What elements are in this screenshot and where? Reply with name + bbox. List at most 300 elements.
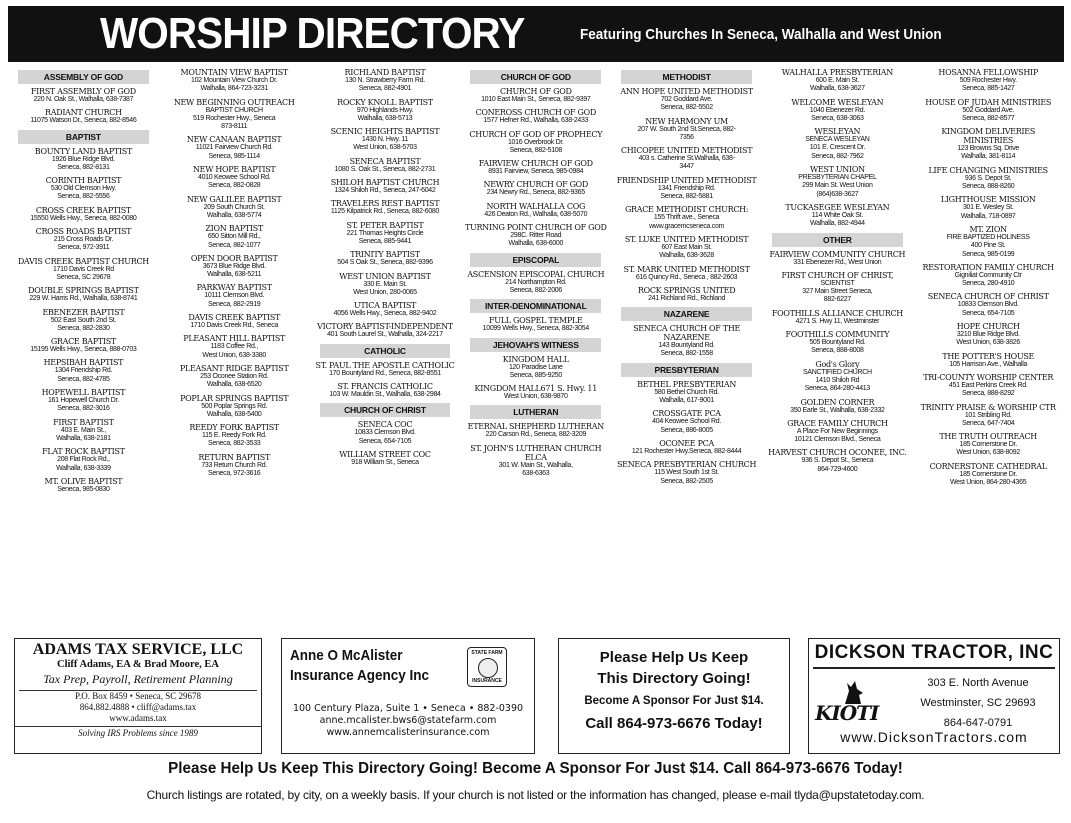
church-detail: Seneca, 882-4901 <box>358 85 412 93</box>
denomination-header: CATHOLIC <box>320 344 451 358</box>
church-detail: 330 E. Main St. <box>363 280 407 288</box>
church-detail: 101 E. Crescent Dr. <box>809 144 866 152</box>
church-detail: Seneca, 985-0830 <box>57 485 110 493</box>
church-name: NEW BEGINNING OUTREACH <box>173 97 295 107</box>
church-name: OPEN DOOR BAPTIST <box>190 253 278 263</box>
church-name: PLEASANT HILL BAPTIST <box>183 334 286 344</box>
church-entry <box>464 444 607 479</box>
church-entry <box>163 135 306 161</box>
church-entry <box>12 337 155 354</box>
church-detail: Seneca, 882-5108 <box>509 146 562 154</box>
church-detail: Seneca, 864-280-4413 <box>804 385 870 393</box>
church-entry <box>917 322 1060 348</box>
church-detail: 504 S Oak St., Seneca, 882-9396 <box>337 259 433 267</box>
listing-column <box>8 68 159 628</box>
church-detail: 207 W. South 2nd St.Seneca, 882- <box>637 125 736 133</box>
church-name: ASCENSION EPISCOPAL CHURCH <box>467 269 605 279</box>
church-detail: 103 W. Mauldin St., Walhalla, 638-2984 <box>329 391 441 399</box>
church-name: NEW HOPE BAPTIST <box>192 165 276 175</box>
church-name: SENECA PRESBYTERIAN CHURCH <box>616 460 757 470</box>
church-entry <box>766 203 909 229</box>
denomination-header: CHURCH OF CHRIST <box>320 403 451 417</box>
church-detail: Seneca, 882-1077 <box>207 241 261 249</box>
church-detail: Walhalla, 638-5211 <box>207 271 262 279</box>
church-detail: Walhalla, 864-723-3231 <box>200 85 268 93</box>
church-name: BETHEL PRESBYTERIAN <box>637 379 737 389</box>
church-detail: 102 Mountain View Church Dr. <box>190 77 278 84</box>
church-detail: 185 Cornerstone Dr. <box>959 441 1017 449</box>
church-detail: Seneca, 886-8005 <box>660 426 713 434</box>
church-entry <box>464 159 607 176</box>
church-detail: Seneca, 885-9250 <box>509 371 562 379</box>
church-detail: 10833 Clemson Blvd. <box>957 301 1019 309</box>
church-detail: Seneca, 882-1558 <box>660 350 713 358</box>
church-detail: 3673 Blue Ridge Blvd. <box>202 262 266 270</box>
church-name: DAVIS CREEK BAPTIST CHURCH <box>17 256 149 266</box>
church-name: CHICOPEE UNITED METHODIST <box>620 146 753 156</box>
church-detail: 936 S. Depot St. <box>964 174 1012 182</box>
church-name: LIGHTHOUSE MISSION <box>940 195 1036 205</box>
church-detail: West Union, 638-5703 <box>353 144 417 152</box>
church-detail: Walhalla, 882-4944 <box>810 220 865 228</box>
help-line-3: Become A Sponsor For Just $14. <box>584 695 764 707</box>
church-entry <box>464 130 607 156</box>
church-detail: Seneca, 882-2505 <box>660 477 713 485</box>
church-detail: Seneca, 654-7105 <box>961 309 1015 317</box>
church-name: WEST UNION <box>809 165 865 175</box>
church-detail: 519 Rochester Hwy., Seneca <box>193 114 276 122</box>
church-detail: 120 Paradise Lane <box>508 363 563 371</box>
sponsor-help-ad <box>558 638 790 754</box>
church-detail: Seneca, 888-8292 <box>961 390 1015 398</box>
church-entry <box>766 448 909 474</box>
church-name: UTICA BAPTIST <box>353 301 417 311</box>
church-entry <box>917 166 1060 192</box>
church-detail: 298C. Ritter Road <box>510 232 562 240</box>
church-entry <box>12 227 155 253</box>
church-name: FOOTHILLS ALLIANCE CHURCH <box>771 308 903 318</box>
church-detail: 970 Highlands Hwy. <box>356 106 414 114</box>
church-entry <box>615 117 758 143</box>
church-entry <box>766 165 909 199</box>
church-detail: Seneca, 647-7404 <box>961 419 1015 427</box>
church-entry <box>163 334 306 360</box>
church-detail: Seneca, 882-3016 <box>57 405 110 413</box>
church-detail: Seneca, 885-9441 <box>358 237 412 245</box>
church-entry <box>917 352 1060 369</box>
church-detail: 130 N. Strawberry Farm Rd. <box>345 77 425 84</box>
church-entry <box>917 68 1060 94</box>
church-entry <box>917 127 1060 162</box>
church-detail: 600 E. Main St. <box>815 77 860 84</box>
church-entry <box>917 225 1060 259</box>
church-detail: Seneca, 882-2006 <box>509 286 562 294</box>
church-detail: 400 Pine St. <box>970 242 1006 250</box>
mcalister-address: 100 Century Plaza, Suite 1 • Seneca • 882-0390 <box>292 703 524 714</box>
listing-column <box>310 68 461 628</box>
church-detail: 115 West South 1st St. <box>654 469 719 477</box>
church-entry <box>917 263 1060 289</box>
church-entry <box>615 146 758 172</box>
church-entry <box>464 355 607 381</box>
listing-column <box>159 68 310 628</box>
church-name: OCONEE PCA <box>659 438 714 448</box>
church-detail: Walhalla, 638-3627 <box>810 85 865 93</box>
dickson-street: 303 E. North Avenue <box>927 677 1029 689</box>
church-entry <box>314 322 457 339</box>
church-detail: 638-6363 <box>522 470 550 478</box>
church-detail: SANCTIFIED CHURCH <box>802 368 872 376</box>
page-subtitle: Featuring Churches In Seneca, Walhalla and West Union <box>580 26 942 43</box>
church-name: TRINITY BAPTIST <box>350 250 420 260</box>
church-name: WEST UNION BAPTIST <box>339 271 431 281</box>
church-detail: 301 W. Main St., Walhalla, <box>498 461 573 469</box>
church-detail: Seneca, 882-2919 <box>207 300 261 308</box>
dickson-city: Westminster, SC 29693 <box>920 697 1036 709</box>
church-name: NEW HARMONY UM <box>645 116 728 126</box>
church-name: ST. PETER BAPTIST <box>346 220 424 230</box>
church-detail: 8931 Fairview, Seneca, 985-0984 <box>488 168 584 176</box>
church-name: CHURCH OF GOD OF PROPHECY <box>469 129 603 139</box>
church-detail: 1040 Ebenezer Rd. <box>809 106 865 114</box>
help-line-1: Please Help Us Keep <box>599 649 749 666</box>
church-detail: 170 Bountyland Rd., Seneca, 882-8551 <box>329 369 441 377</box>
church-detail: Seneca, 882-0828 <box>207 182 261 190</box>
church-entry <box>615 286 758 303</box>
church-detail: 403 E. Main St., <box>60 426 106 434</box>
church-entry <box>314 178 457 195</box>
church-entry <box>163 224 306 250</box>
church-detail: 936 S. Depot St., Seneca <box>801 457 874 465</box>
denomination-header: CHURCH OF GOD <box>470 70 601 84</box>
church-detail: Seneca, 882-8577 <box>961 114 1015 122</box>
church-name: GRACE FAMILY CHURCH <box>787 418 888 428</box>
church-detail: 114 White Oak St. <box>811 211 863 219</box>
church-entry <box>766 360 909 394</box>
church-detail: 918 William St., Seneca <box>351 458 419 466</box>
church-name: RETURN BAPTIST <box>198 452 271 462</box>
church-detail: 3210 Blue Ridge Blvd. <box>956 331 1020 339</box>
dickson-address <box>899 673 1057 733</box>
church-name: FIRST CHURCH OF CHRIST, <box>781 270 894 280</box>
church-name: SENECA CHURCH OF CHRIST <box>927 292 1049 302</box>
church-entry <box>917 403 1060 429</box>
church-entry <box>163 254 306 280</box>
church-detail: West Union, 638-3826 <box>956 339 1020 347</box>
church-detail: 1183 Coffee Rd., <box>210 343 258 351</box>
dickson-tractor-ad <box>808 638 1060 754</box>
church-detail: 155 Thrift ave., Seneca <box>653 214 720 222</box>
church-detail: Seneca, 638-3063 <box>811 114 864 122</box>
state-farm-logo-icon <box>467 647 507 687</box>
church-detail: 1926 Blue Ridge Blvd. <box>51 155 115 163</box>
church-detail: 509 Rochester Hwy. <box>959 77 1017 84</box>
church-name: NORTH WALHALLA COG <box>486 201 586 211</box>
church-detail: 229 W. Harris Rd., Walhalla, 638-8741 <box>29 295 138 303</box>
church-detail: 143 Bountyland Rd. <box>658 342 715 350</box>
church-name: HOUSE OF JUDAH MINISTRIES <box>925 97 1052 107</box>
church-entry <box>314 382 457 399</box>
church-name: KINGDOM DELIVERIES MINISTRIES <box>941 127 1036 146</box>
church-detail: 451 East Perkins Creek Rd. <box>948 381 1028 389</box>
church-detail: 15195 Wells Hwy., Seneca, 888-0703 <box>30 346 137 354</box>
church-detail: Walhalla, 617-9001 <box>659 397 714 405</box>
church-detail: 505 Bountyland Rd. <box>809 339 866 347</box>
church-name: FAIRVIEW COMMUNITY CHURCH <box>769 249 906 259</box>
church-name: RESTORATION FAMILY CHURCH <box>922 262 1054 272</box>
church-detail: 426 Deaton Rd., Walhalla, 638-5070 <box>484 210 588 218</box>
church-entry <box>766 127 909 161</box>
church-detail: 208 Flat Rock Rd., <box>57 456 110 464</box>
adams-contact-3: www.adams.tax <box>109 713 167 723</box>
denomination-header: EPISCOPAL <box>470 253 601 267</box>
adams-name: ADAMS TAX SERVICE, LLC <box>32 641 244 658</box>
adams-tagline: Tax Prep, Payroll, Retirement Planning <box>43 672 233 686</box>
church-entry <box>314 250 457 267</box>
church-entry <box>464 270 607 296</box>
church-entry <box>12 206 155 223</box>
church-name: FRIENDSHIP UNITED METHODIST <box>616 175 757 185</box>
adams-people: Cliff Adams, EA & Brad Moore, EA <box>57 659 219 670</box>
listing-column <box>762 68 913 628</box>
adams-contact-2: 864.882.4888 • cliff@adams.tax <box>79 702 197 712</box>
church-detail: FIRE BAPTIZED HOLINESS <box>946 233 1030 241</box>
adams-contact-1: P.O. Box 8459 • Seneca, SC 29678 <box>75 691 201 701</box>
dickson-divider <box>813 667 1055 669</box>
logo-bottom-text: INSURANCE <box>472 678 502 684</box>
mcalister-email: anne.mcalister.bws6@statefarm.com <box>319 715 497 726</box>
church-entry <box>12 147 155 173</box>
church-entry <box>314 199 457 216</box>
church-detail: 10111 Clemson Blvd. <box>204 292 265 300</box>
church-name: FIRST ASSEMBLY OF GOD <box>30 87 136 96</box>
church-entry <box>314 450 457 467</box>
church-detail: 350 Earle St., Walhalla, 638-2332 <box>790 406 885 414</box>
church-name: ST. JOHN'S LUTHERAN CHURCH ELCA <box>470 443 602 462</box>
church-name: WELCOME WESLEYAN <box>791 97 884 107</box>
church-detail: Seneca, 882-7962 <box>811 152 864 160</box>
church-detail: 882-6227 <box>823 296 851 304</box>
church-entry <box>615 87 758 113</box>
sponsor-footer: Please Help Us Keep This Directory Going! Become A Sponsor For Just $14. Call 864-973-6676 Today! <box>168 760 903 777</box>
church-entry <box>314 301 457 318</box>
church-entry <box>12 477 155 494</box>
church-entry <box>314 221 457 247</box>
church-name: WALHALLA PRESBYTERIAN <box>781 68 893 77</box>
church-name: SCENIC HEIGHTS BAPTIST <box>330 127 440 137</box>
church-name: HOPEWELL BAPTIST <box>41 388 126 398</box>
church-name: NEWRY CHURCH OF GOD <box>483 180 589 190</box>
church-entry <box>12 447 155 473</box>
dickson-name: DICKSON TRACTOR, INC <box>814 642 1054 663</box>
church-name: KINGDOM HALL671 S. Hwy. 11 <box>474 384 598 394</box>
help-line-2: This Directory Going! <box>597 670 751 687</box>
church-detail: Walhalla, 638-6520 <box>206 381 262 389</box>
church-detail: Seneca, 985-0199 <box>961 250 1015 258</box>
church-detail: 101 Stribling Rd. <box>964 411 1012 419</box>
adams-tax-ad <box>14 638 262 754</box>
church-entry <box>314 272 457 298</box>
church-entry <box>615 205 758 231</box>
church-entry <box>615 380 758 406</box>
church-detail: 220 Carson Rd., Seneca, 882-3209 <box>485 431 587 439</box>
church-detail: BAPTIST CHURCH <box>205 106 263 114</box>
church-detail: Seneca, 654-7105 <box>358 437 412 445</box>
church-detail: 7356 <box>679 133 694 141</box>
church-detail: Walhalla, 638-3339 <box>56 464 111 472</box>
church-name: MT. OLIVE BAPTIST <box>44 476 123 486</box>
church-entry <box>12 286 155 303</box>
church-entry <box>464 384 607 401</box>
church-detail: 220 N. Oak St., Walhalla, 638-7387 <box>33 96 134 103</box>
church-name: God's Glory <box>815 359 860 369</box>
church-name: TRINITY PRAISE & WORSHIP CTR <box>920 402 1056 412</box>
church-detail: Seneca, 888-8260 <box>961 183 1015 191</box>
church-detail: Seneca, 972-3616 <box>207 470 261 478</box>
church-detail: 1430 N. Hwy. 11 <box>361 136 409 144</box>
church-detail: West Union, 864-280-4365 <box>950 479 1027 487</box>
church-name: RICHLAND BAPTIST <box>344 68 426 77</box>
church-detail: 616 Quincy Rd., Seneca , 882-2603 <box>635 273 738 281</box>
church-detail: Seneca, 882-5556 <box>57 193 110 201</box>
church-detail: Seneca, 882-8131 <box>57 163 110 171</box>
church-entry <box>615 176 758 202</box>
church-entry <box>615 235 758 261</box>
church-entry <box>766 330 909 356</box>
church-name: FOOTHILLS COMMUNITY <box>785 330 890 340</box>
church-entry <box>314 127 457 153</box>
church-detail: Seneca, 888-8008 <box>811 347 864 355</box>
church-entry <box>163 364 306 390</box>
church-name: LIFE CHANGING MINISTRIES <box>928 165 1048 175</box>
church-detail: West Union, 638-8092 <box>956 449 1020 457</box>
church-detail: 1341 Friendship Rd. <box>657 184 716 192</box>
church-name: FULL GOSPEL TEMPLE <box>489 316 583 326</box>
church-name: FIRST BAPTIST <box>53 417 114 427</box>
church-detail: 1710 Davis Creek Rd., Seneca <box>190 322 279 330</box>
church-name: PARKWAY BAPTIST <box>196 283 272 293</box>
church-name: FLAT ROCK BAPTIST <box>42 447 125 457</box>
church-name: CROSSGATE PCA <box>652 409 721 419</box>
church-detail: 185 Cornerstone Dr. <box>959 470 1017 478</box>
church-entry <box>917 462 1060 488</box>
dickson-web: www.DicksonTractors.com <box>840 729 1028 745</box>
church-entry <box>464 202 607 219</box>
church-name: TRAVELERS REST BAPTIST <box>330 199 440 209</box>
church-name: ROCK SPRINGS UNITED <box>637 285 736 295</box>
church-detail: 1010 East Main St., Seneca, 882-9397 <box>481 96 591 103</box>
church-entry <box>766 398 909 415</box>
church-detail: 702 Goddard Ave. <box>660 96 713 103</box>
mcalister-web: www.annemcalisterinsurance.com <box>326 727 490 738</box>
church-detail: 733 Return Church Rd. <box>201 461 268 469</box>
church-detail: 1410 Shiloh Rd <box>815 376 860 384</box>
rotation-note: Church listings are rotated, by city, on a weekly basis. If your church is not listed or the information has changed, please e-mail tlyda@upstatetoday.com. <box>146 788 925 802</box>
church-detail: 4010 Keowee School Rd. <box>197 174 271 182</box>
church-detail: 234 Newry Rd., Seneca, 882-9365 <box>486 189 585 197</box>
church-detail: 11021 Fairview Church Rd. <box>195 144 273 152</box>
church-detail: 10121 Clemson Blvd., Seneca <box>794 436 881 444</box>
church-entry <box>917 98 1060 124</box>
church-entry <box>917 292 1060 318</box>
church-entry <box>766 250 909 267</box>
church-name: VICTORY BAPTIST-INDEPENDENT <box>317 322 453 332</box>
church-entry <box>163 195 306 221</box>
church-name: NEW CANAAN BAPTIST <box>186 135 282 145</box>
church-entry <box>163 165 306 191</box>
church-name: THE TRUTH OUTREACH <box>939 432 1037 442</box>
church-detail: 607 East Main St. <box>661 243 712 251</box>
church-name: RADIANT CHURCH <box>45 108 122 118</box>
church-detail: 11075 Watson Dr., Seneca, 882-8546 <box>30 117 137 125</box>
church-name: CONEROSS CHURCH OF GOD <box>475 108 596 118</box>
church-detail: 10099 Wells Hwy., Seneca, 882-3054 <box>482 325 589 333</box>
church-name: ST. MARK UNITED METHODIST <box>623 264 750 274</box>
church-detail: West Union, 638-3380 <box>202 351 266 359</box>
church-detail: Seneca, 972-3911 <box>57 244 110 252</box>
church-detail: Seneca, 882-5881 <box>660 193 713 201</box>
listing-column <box>913 68 1064 628</box>
church-name: ROCKY KNOLL BAPTIST <box>337 97 433 107</box>
church-detail: Walhalla, 638-5713 <box>357 114 413 122</box>
church-entry <box>314 98 457 124</box>
church-detail: 209 South Church St. <box>203 203 265 211</box>
church-detail: 1324 Shiloh Rd., Seneca, 247-6042 <box>334 187 436 195</box>
church-entry <box>615 439 758 456</box>
church-name: SENECA BAPTIST <box>349 156 421 166</box>
church-entry <box>464 316 607 333</box>
church-detail: 580 Bethel Church Rd. <box>654 388 719 396</box>
church-detail: 4056 Wells Hwy., Seneca, 882-9402 <box>333 310 437 318</box>
church-detail: West Union, 638-9870 <box>504 393 568 401</box>
church-detail: 161 Hopewell Church Dr. <box>47 397 119 405</box>
church-entry <box>766 68 909 94</box>
logo-oval <box>478 658 498 678</box>
church-name: GOLDEN CORNER <box>800 397 875 407</box>
church-name: ZION BAPTIST <box>205 224 263 234</box>
directory-banner <box>8 6 1064 62</box>
logo-top-text: STATE FARM <box>471 650 503 656</box>
church-name: EBENEZER BAPTIST <box>42 307 125 317</box>
church-entry <box>766 271 909 305</box>
church-entry <box>12 87 155 104</box>
church-detail: 327 Main Street Seneca, <box>802 288 873 296</box>
church-detail: 214 Northampton Rd. <box>505 278 567 286</box>
church-detail: 4271 S. Hwy 11, Westminster <box>795 317 880 325</box>
church-detail: 500 Poplar Springs Rd. <box>201 402 268 410</box>
church-detail: 502 East South 2nd St. <box>50 316 117 324</box>
church-detail: West Union, 280-0065 <box>353 288 417 296</box>
church-name: SENECA CHURCH OF THE NAZARENE <box>633 324 741 343</box>
church-entry <box>314 420 457 446</box>
church-entry <box>12 418 155 444</box>
church-entry <box>766 98 909 124</box>
church-entry <box>12 108 155 125</box>
church-detail: 10833 Clemson Blvd. <box>354 429 416 437</box>
church-name: THE POTTER'S HOUSE <box>942 351 1035 361</box>
church-entry <box>12 257 155 283</box>
church-detail: 1577 Hefner Rd., Walhalla, 638-2433 <box>483 117 589 125</box>
church-listings <box>8 68 1064 628</box>
church-detail: Seneca, 280-4910 <box>961 280 1015 288</box>
denomination-header: METHODIST <box>621 70 752 84</box>
church-detail: 221 Thomas Heights Circle <box>346 229 424 237</box>
church-name: ETERNAL SHEPHERD LUTHERAN <box>467 422 604 432</box>
church-name: FAIRVIEW CHURCH OF GOD <box>478 159 593 169</box>
church-detail: 1016 Overbrook Dr. <box>507 138 564 146</box>
church-detail: 121 Rochester Hwy.Seneca, 882-8444 <box>631 447 742 455</box>
church-detail: Walhalla, 718-0897 <box>960 212 1016 220</box>
